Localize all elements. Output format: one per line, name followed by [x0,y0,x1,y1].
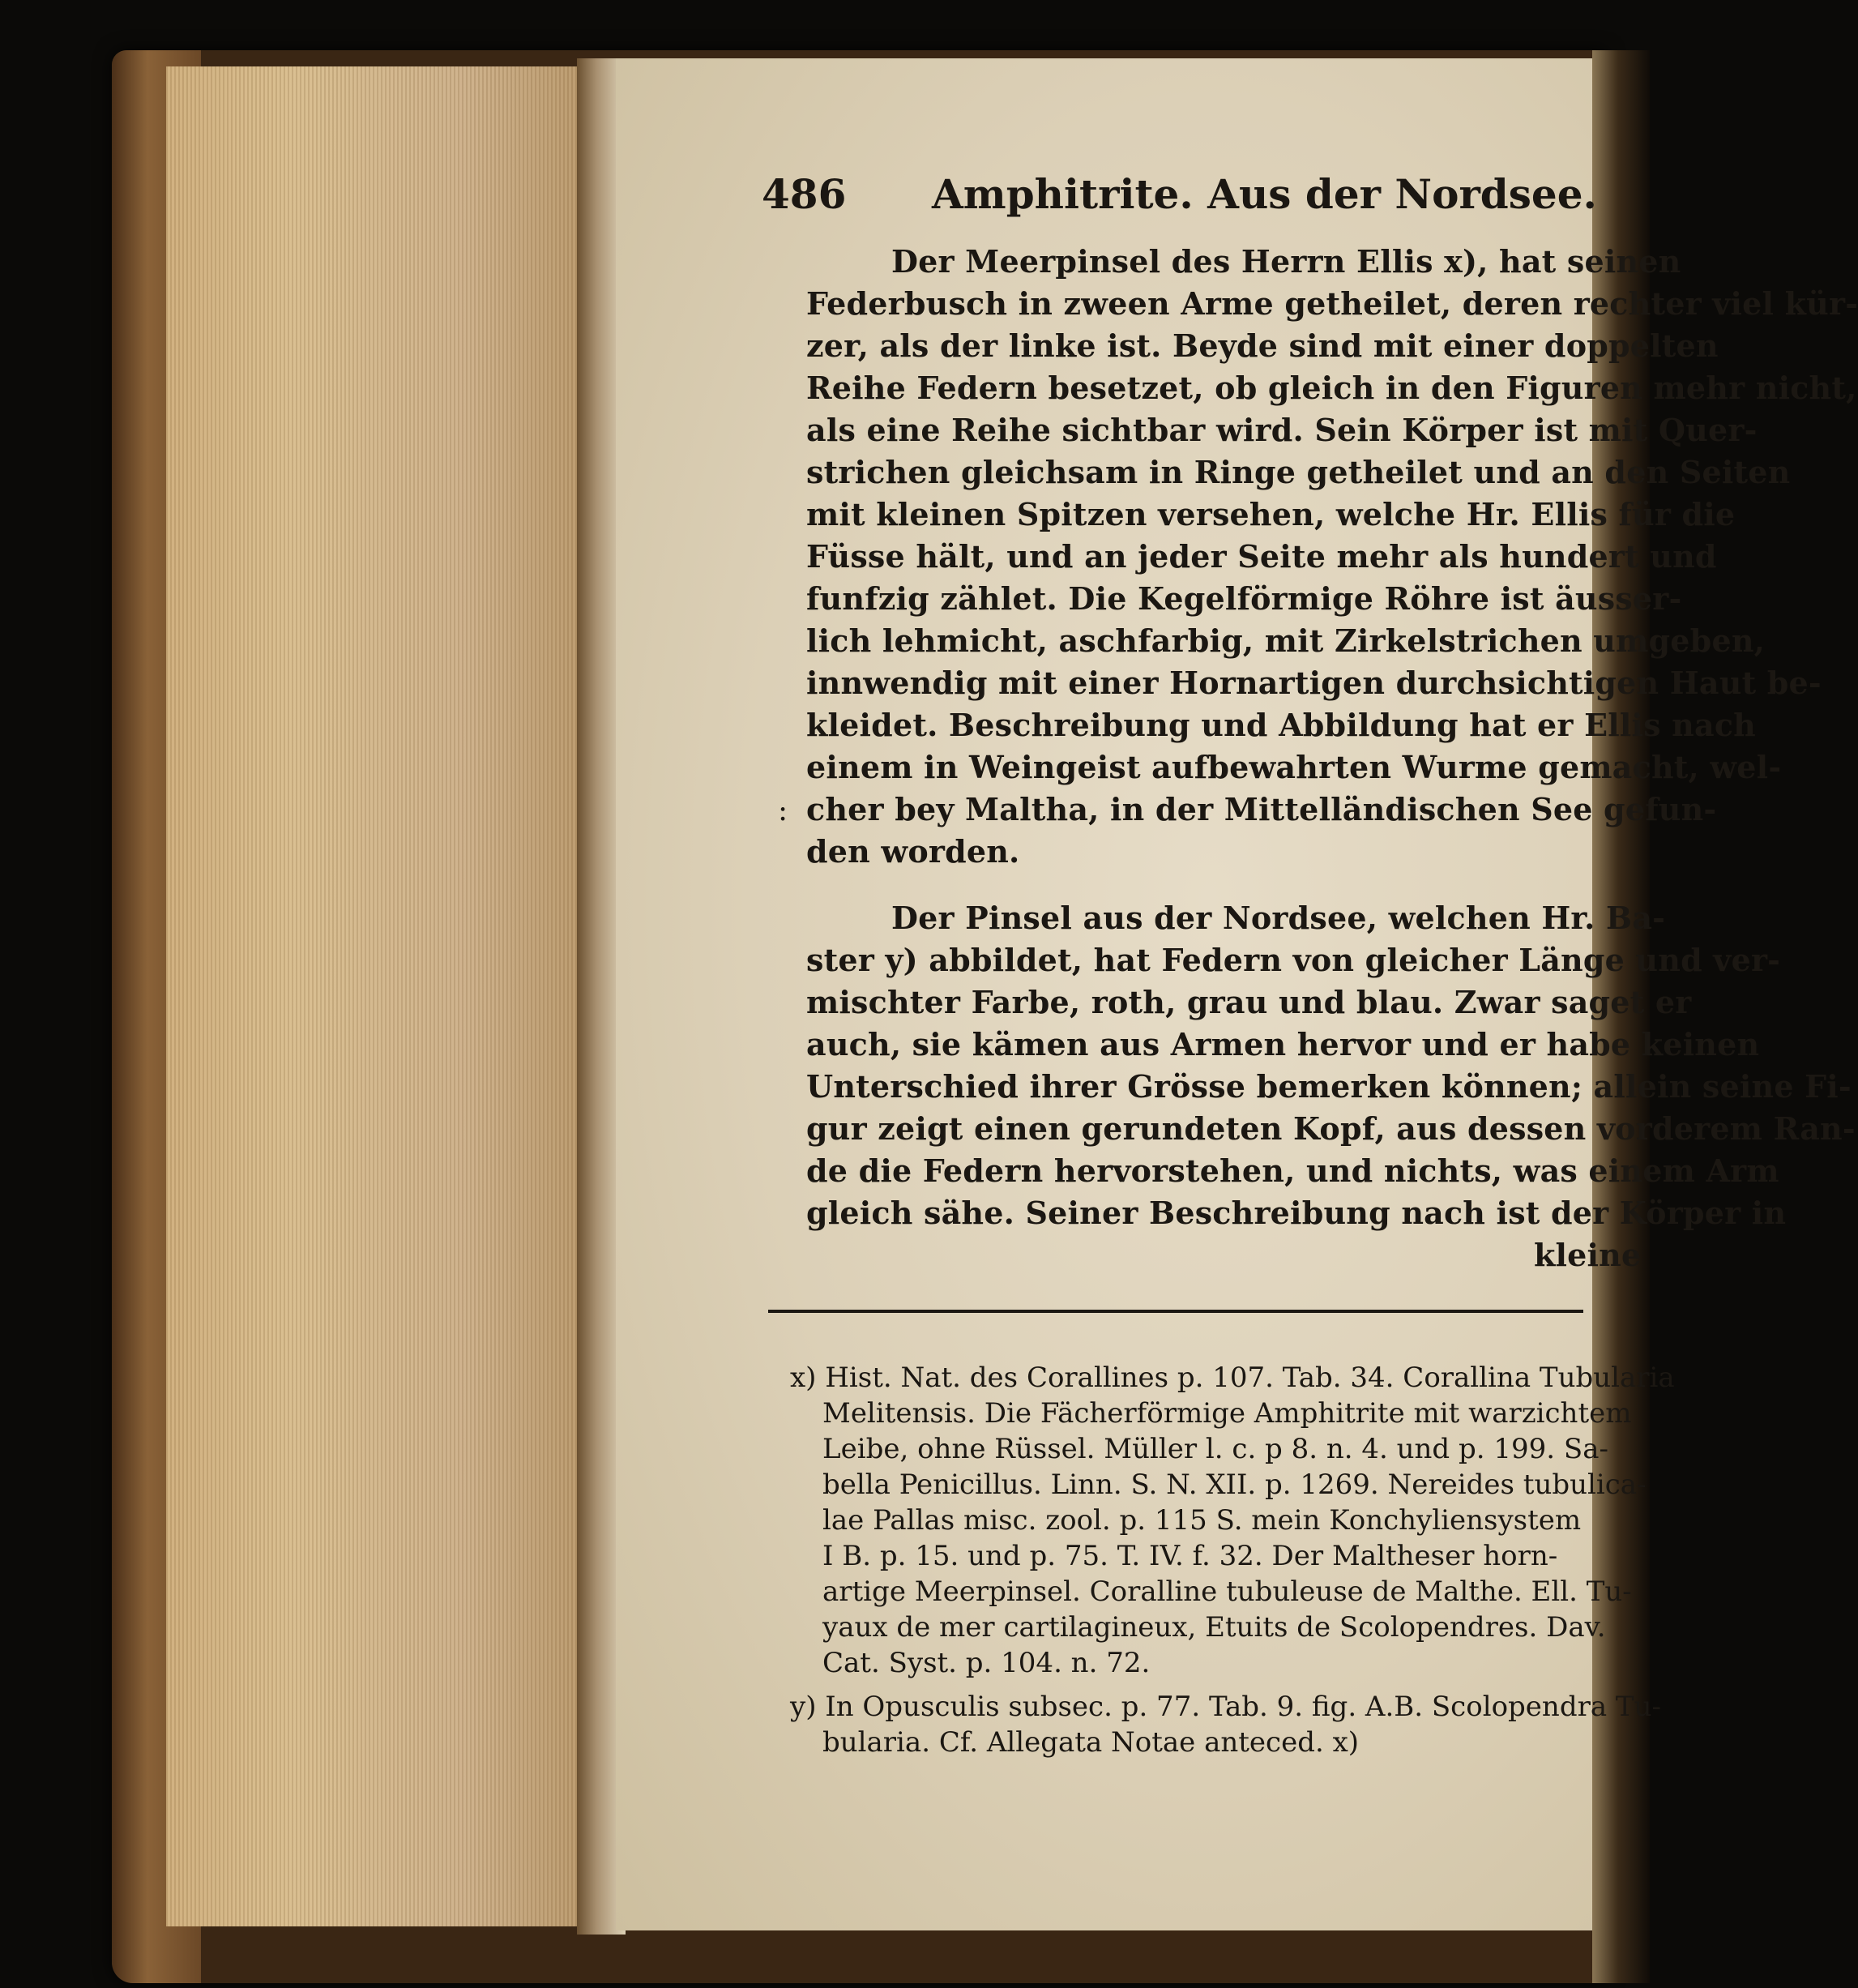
footnote-line: Leibe, ohne Rüssel. Müller l. c. p 8. n. 4. und p. 199. Sa- [822,1433,1608,1465]
margin-mark: : [778,794,788,827]
text-line: Füsse hält, und an jeder Seite mehr als hundert und [806,538,1717,575]
text-line: Der Meerpinsel des Herrn Ellis x), hat seinen [891,243,1681,280]
text-line: innwendig mit einer Hornartigen durchsichtigen Haut be- [806,665,1822,701]
text-line: Der Pinsel aus der Nordsee, welchen Hr. Ba- [891,900,1666,936]
catchword: kleine [1534,1237,1642,1273]
text-line: lich lehmicht, aschfarbig, mit Zirkelstrichen umgeben, [806,622,1766,659]
text-line: cher bey Maltha, in der Mittelländischen See gefun- [806,791,1717,827]
running-title: Amphitrite. Aus der Nordsee. [932,170,1597,218]
text-line: auch, sie kämen aus Armen hervor und er habe keinen [806,1026,1760,1062]
text-line: den worden. [806,833,1020,870]
text-line: de die Federn hervorstehen, und nichts, was einem Arm [806,1152,1779,1189]
footnote-line: bella Penicillus. Linn. S. N. XII. p. 1269. Nereides tubulica- [822,1469,1647,1501]
text-line: Unterschied ihrer Grösse bemerken können; allein seine Fi- [806,1068,1852,1105]
page-number: 486 [762,170,847,218]
page-edges-stack [166,66,587,1926]
text-line: zer, als der linke ist. Beyde sind mit einer doppelten [806,327,1719,364]
text-line: ster y) abbildet, hat Federn von gleicher Länge und ver- [806,942,1781,978]
footnote-rule [768,1310,1583,1313]
text-line: strichen gleichsam in Ringe getheilet und an den Seiten [806,454,1791,490]
text-line: gleich sähe. Seiner Beschreibung nach ist der Körper in [806,1195,1787,1231]
footnote-line: y) In Opusculis subsec. p. 77. Tab. 9. fig. A.B. Scolopendra Tu- [790,1691,1661,1723]
text-line: gur zeigt einen gerundeten Kopf, aus dessen vorderem Ran- [806,1110,1856,1147]
footnote-line: Cat. Syst. p. 104. n. 72. [822,1647,1151,1679]
footnote-line: artige Meerpinsel. Coralline tubuleuse de Malthe. Ell. Tu- [822,1575,1632,1608]
text-line: Federbusch in zween Arme getheilet, deren rechter viel kür- [806,285,1858,322]
footnote-line: Melitensis. Die Fächerförmige Amphitrite mit warzichtem [822,1397,1632,1430]
text-line: einem in Weingeist aufbewahrten Wurme gemacht, wel- [806,749,1782,785]
text-line: als eine Reihe sichtbar wird. Sein Körper ist mit Quer- [806,412,1758,448]
footnote-line: yaux de mer cartilagineux, Etuits de Scolopendres. Dav. [822,1611,1606,1644]
text-line: funfzig zählet. Die Kegelförmige Röhre ist äusser- [806,580,1682,617]
text-line: Reihe Federn besetzet, ob gleich in den Figuren mehr nicht, [806,370,1857,406]
text-line: kleidet. Beschreibung und Abbildung hat er Ellis nach [806,707,1756,743]
text-line: mischter Farbe, roth, grau und blau. Zwar saget er [806,984,1692,1020]
footnote-line: x) Hist. Nat. des Corallines p. 107. Tab. 34. Corallina Tubularia [790,1362,1675,1394]
footnote-line: bularia. Cf. Allegata Notae anteced. x) [822,1726,1360,1759]
footnote-line: lae Pallas misc. zool. p. 115 S. mein Konchyliensystem [822,1504,1582,1537]
footnote-line: I B. p. 15. und p. 75. T. IV. f. 32. Der Maltheser horn- [822,1540,1558,1572]
text-line: mit kleinen Spitzen versehen, welche Hr. Ellis für die [806,496,1736,532]
